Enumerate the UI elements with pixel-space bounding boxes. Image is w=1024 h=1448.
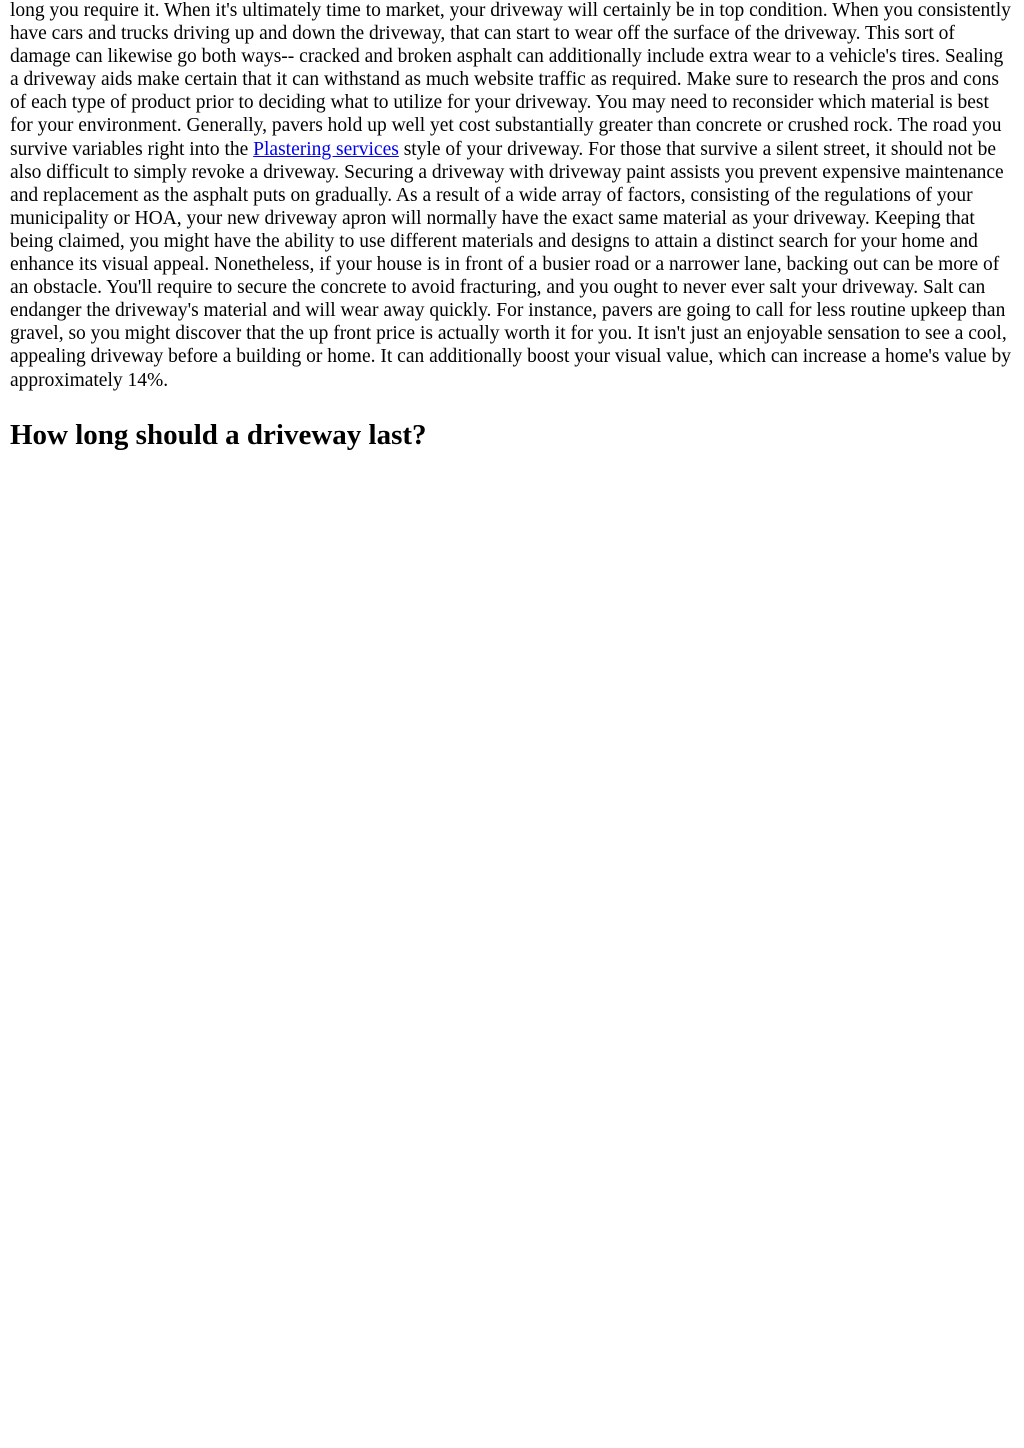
article-paragraph xyxy=(10,0,1014,392)
paragraph-text-after-link: style of your driveway. For those that survive a silent street, it should not be also difficult to simply revoke a driveway. Securing a driveway with driveway paint assists you prevent expensive maintenance and replacement as the asphalt puts on gradually. As a result of a wide array of factors, consisting of the regulations of your municipality or HOA, your new driveway apron will normally have the exact same material as your driveway. Keeping that being claimed, you might have the ability to use different materials and designs to attain a distinct search for your home and enhance its visual appeal. Nonetheless, if your house is in front of a busier road or a narrower lane, backing out can be more of an obstacle. You'll require to secure the concrete to avoid fracturing, and you ought to never ever salt your driveway. Salt can endanger the driveway's material and will wear away quickly. For instance, pavers are going to call for less routine upkeep than gravel, so you might discover that the up front price is actually worth it for you. It isn't just an enjoyable sensation to see a cool, appealing driveway before a building or home. It can additionally boost your visual value, which can increase a home's value by approximately 14%. xyxy=(10,138,1011,391)
plastering-services-link[interactable]: Plastering services xyxy=(253,138,399,160)
document-page xyxy=(0,0,1024,452)
paragraph-text-before-link: long you require it. When it's ultimately time to market, your driveway will certainly be in top condition. When you consistently have cars and trucks driving up and down the driveway, that can start to wear off the surface of the driveway. This sort of damage can likewise go both ways-- cracked and broken asphalt can additionally include extra wear to a vehicle's tires. Sealing a driveway aids make certain that it can withstand as much website traffic as required. Make sure to research the pros and cons of each type of product prior to deciding what to utilize for your driveway. You may need to reconsider which material is best for your environment. Generally, pavers hold up well yet cost substantially greater than concrete or crushed rock. The road you survive variables right into the xyxy=(10,0,1011,160)
section-heading: How long should a driveway last? xyxy=(10,418,427,451)
